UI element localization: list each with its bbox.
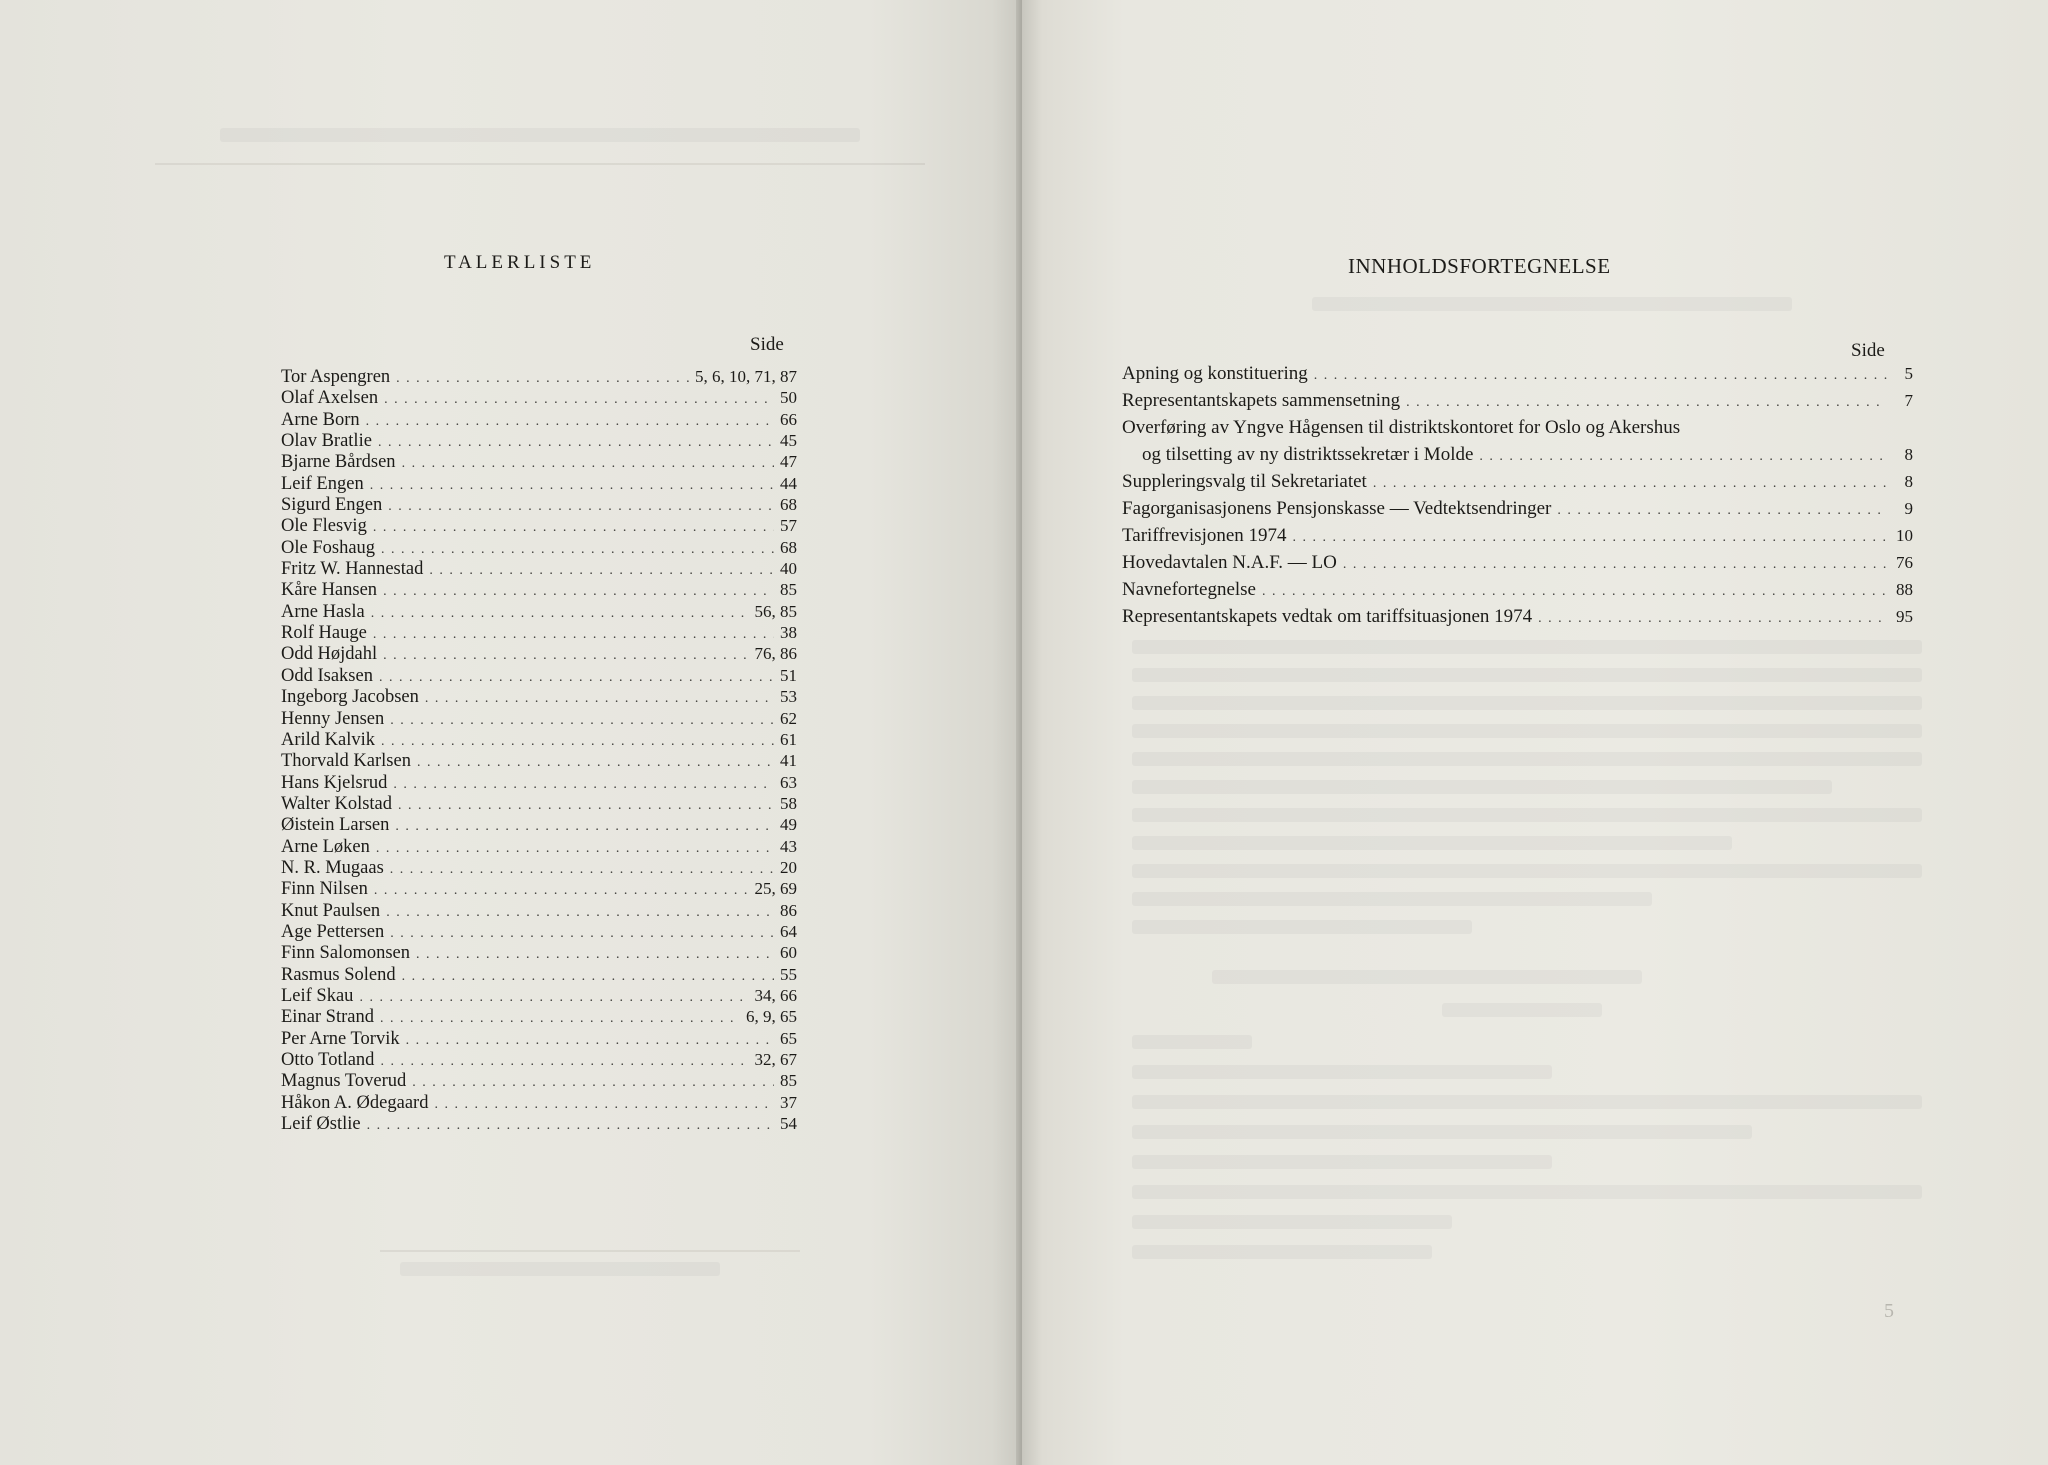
dot-leader <box>390 710 774 731</box>
dot-leader <box>383 581 774 602</box>
side-column-header: Side <box>1851 340 1885 361</box>
speaker-name: Kåre Hansen <box>281 580 378 601</box>
bleed-through-text <box>1132 920 1472 934</box>
speaker-row <box>281 900 797 921</box>
bleed-through-text <box>1212 970 1642 984</box>
bleed-through-text <box>1132 752 1922 766</box>
bleed-through-text <box>1132 724 1922 738</box>
bleed-through-text <box>1132 1245 1432 1259</box>
left-page <box>0 0 1022 1465</box>
dot-leader <box>395 816 774 837</box>
toc-entry-title: Hovedavtalen N.A.F. — LO <box>1122 552 1337 573</box>
speaker-name: Rolf Hauge <box>281 623 367 644</box>
bleed-through-text <box>1442 1003 1602 1017</box>
speaker-row <box>281 750 797 771</box>
speaker-pages: 38 <box>780 623 797 643</box>
speaker-row <box>281 622 797 643</box>
dot-leader <box>1373 470 1887 491</box>
dot-leader <box>416 944 774 965</box>
speaker-name: Hans Kjelsrud <box>281 772 388 793</box>
dot-leader <box>384 389 774 410</box>
bleed-through-text <box>1132 640 1922 654</box>
speaker-row <box>281 985 797 1006</box>
speaker-pages: 25, 69 <box>754 879 797 899</box>
speaker-name: Odd Isaksen <box>281 665 373 686</box>
page-number: 5 <box>1884 1300 1894 1322</box>
bleed-through-text <box>1132 1215 1452 1229</box>
dot-leader <box>434 1094 774 1115</box>
speaker-row <box>281 814 797 835</box>
speaker-row <box>281 1006 797 1027</box>
toc-entry-title: Fagorganisasjonens Pensjonskasse — Vedtektsendringer <box>1122 498 1552 519</box>
dot-leader <box>1538 605 1887 626</box>
bleed-through-text <box>1132 836 1732 850</box>
dot-leader <box>379 667 774 688</box>
speaker-pages: 49 <box>780 815 797 835</box>
speaker-name: Rasmus Solend <box>281 964 396 985</box>
speaker-name: Ole Flesvig <box>281 516 367 537</box>
toc-entry <box>1122 360 1913 387</box>
toc-entry-title: Navnefortegnelse <box>1122 579 1256 600</box>
speaker-name: Per Arne Torvik <box>281 1028 400 1049</box>
speaker-name: Leif Engen <box>281 473 364 494</box>
dot-leader <box>367 1115 774 1136</box>
speaker-name: Finn Nilsen <box>281 879 368 900</box>
speaker-pages: 34, 66 <box>754 985 797 1005</box>
speaker-pages: 51 <box>780 665 797 685</box>
bleed-through-text <box>400 1262 720 1276</box>
speaker-row <box>281 537 797 558</box>
bleed-through-text <box>1312 297 1792 311</box>
speaker-pages: 64 <box>780 921 797 941</box>
dot-leader <box>366 411 774 432</box>
dot-leader <box>371 603 749 624</box>
dot-leader <box>381 731 774 752</box>
speaker-name: Olaf Axelsen <box>281 388 379 409</box>
speaker-row <box>281 1070 797 1091</box>
toc-entry-continuation: og tilsetting av ny distriktssekretær i Molde <box>1142 444 1474 465</box>
speaker-pages: 55 <box>780 964 797 984</box>
speaker-pages: 44 <box>780 473 797 493</box>
speaker-row <box>281 1092 797 1113</box>
speaker-pages: 43 <box>780 836 797 856</box>
speaker-row <box>281 921 797 942</box>
dot-leader <box>390 859 774 880</box>
speaker-row <box>281 366 797 387</box>
speaker-pages: 86 <box>780 900 797 920</box>
right-page <box>1022 0 2048 1465</box>
speaker-row <box>281 665 797 686</box>
toc-entry <box>1122 414 1913 468</box>
speaker-pages: 20 <box>780 857 797 877</box>
dot-leader <box>1314 362 1887 383</box>
toc-entry <box>1122 522 1913 549</box>
speaker-pages: 45 <box>780 431 797 451</box>
dot-leader <box>1293 524 1887 545</box>
dot-leader <box>393 774 774 795</box>
bleed-through-text <box>1132 1155 1552 1169</box>
speaker-row <box>281 558 797 579</box>
speaker-pages: 37 <box>780 1092 797 1112</box>
dot-leader <box>380 1051 748 1072</box>
speaker-name: Tor Aspengren <box>281 367 391 387</box>
speaker-name: Fritz W. Hannestad <box>281 559 424 580</box>
speaker-row <box>281 579 797 600</box>
speaker-name: Bjarne Bårdsen <box>281 452 396 473</box>
speaker-pages: 66 <box>780 409 797 429</box>
toc-entry-page: 95 <box>1896 607 1913 626</box>
speaker-name: Age Pettersen <box>281 921 385 942</box>
speaker-name: Thorvald Karlsen <box>281 751 411 772</box>
dot-leader <box>386 902 774 923</box>
speaker-row <box>281 601 797 622</box>
speaker-pages: 61 <box>780 729 797 749</box>
dot-leader <box>370 475 774 496</box>
speaker-row <box>281 515 797 536</box>
speaker-name: Finn Salomonsen <box>281 943 410 964</box>
bleed-through-text <box>220 128 860 142</box>
bleed-through-text <box>1132 808 1922 822</box>
speaker-pages: 5, 6, 10, 71, 87 <box>695 367 797 386</box>
dot-leader <box>1557 497 1887 518</box>
bleed-through-text <box>1132 780 1832 794</box>
speaker-pages: 53 <box>780 687 797 707</box>
speaker-row <box>281 409 797 430</box>
speaker-row <box>281 793 797 814</box>
speaker-row <box>281 964 797 985</box>
bleed-through-text <box>1132 1095 1922 1109</box>
bleed-through-text <box>1132 1185 1922 1199</box>
dot-leader <box>388 496 774 517</box>
dot-leader <box>1406 389 1887 410</box>
speaker-pages: 68 <box>780 495 797 515</box>
dot-leader <box>1262 578 1887 599</box>
toc-entry <box>1122 576 1913 603</box>
toc-entry <box>1122 603 1913 630</box>
speaker-row <box>281 836 797 857</box>
speaker-name: Otto Totland <box>281 1050 375 1070</box>
speaker-row <box>281 857 797 878</box>
dot-leader <box>380 1008 740 1029</box>
speaker-row <box>281 1049 797 1070</box>
dot-leader <box>373 517 774 538</box>
speaker-row <box>281 494 797 515</box>
dot-leader <box>381 539 774 560</box>
toc-entry-page: 8 <box>1904 472 1913 491</box>
speaker-row <box>281 643 797 664</box>
speaker-name: Magnus Toverud <box>281 1071 407 1092</box>
speaker-pages: 62 <box>780 708 797 728</box>
toc-entry-title: Overføring av Yngve Hågensen til distriktskontoret for Oslo og Akershus <box>1122 417 1681 438</box>
speaker-pages: 50 <box>780 388 797 408</box>
dot-leader <box>402 966 774 987</box>
speaker-name: Håkon A. Ødegaard <box>281 1092 429 1113</box>
speaker-row <box>281 1028 797 1049</box>
speaker-name: Ingeborg Jacobsen <box>281 687 419 708</box>
speaker-row <box>281 686 797 707</box>
speaker-row <box>281 942 797 963</box>
bleed-through-text <box>1132 892 1652 906</box>
bleed-through-text <box>1132 1035 1252 1049</box>
dot-leader <box>1343 551 1887 572</box>
speaker-name: N. R. Mugaas <box>281 857 384 878</box>
speaker-name: Sigurd Engen <box>281 495 383 516</box>
speaker-name: Leif Skau <box>281 985 354 1006</box>
bleed-through-text <box>1132 696 1922 710</box>
speaker-pages: 68 <box>780 537 797 557</box>
speaker-pages: 85 <box>780 580 797 600</box>
dot-leader <box>383 645 748 666</box>
toc-entry-page: 10 <box>1896 526 1913 545</box>
speaker-pages: 58 <box>780 793 797 813</box>
toc-entry <box>1122 468 1913 495</box>
speaker-row <box>281 451 797 472</box>
speaker-pages: 32, 67 <box>754 1050 797 1069</box>
speaker-name: Olav Bratlie <box>281 431 372 452</box>
toc-entry-title: Tariffrevisjonen 1974 <box>1122 525 1287 546</box>
dot-leader <box>429 560 774 581</box>
bleed-through-text <box>1132 1065 1552 1079</box>
page-title: INNHOLDSFORTEGNELSE <box>1348 254 1611 278</box>
speaker-row <box>281 1113 797 1134</box>
speaker-name: Einar Strand <box>281 1007 374 1028</box>
speaker-pages: 76, 86 <box>754 644 797 664</box>
speaker-row <box>281 708 797 729</box>
toc-entry-page: 88 <box>1896 580 1913 599</box>
speaker-name: Odd Højdahl <box>281 644 378 665</box>
toc-entry-title: Representantskapets vedtak om tariffsituasjonen 1974 <box>1122 606 1533 627</box>
dot-leader <box>402 453 774 474</box>
speaker-row <box>281 473 797 494</box>
table-of-contents <box>1122 360 1913 630</box>
speaker-pages: 56, 85 <box>754 601 797 621</box>
dot-leader <box>396 368 689 389</box>
speaker-name: Henny Jensen <box>281 708 385 729</box>
toc-entry-title: Apning og konstituering <box>1122 363 1308 384</box>
toc-entry-title: Suppleringsvalg til Sekretariatet <box>1122 471 1367 492</box>
toc-entry <box>1122 495 1913 522</box>
speaker-pages: 85 <box>780 1071 797 1091</box>
dot-leader <box>412 1072 774 1093</box>
toc-entry-page: 76 <box>1896 553 1913 572</box>
dot-leader <box>376 838 774 859</box>
speaker-row <box>281 387 797 408</box>
bleed-through-text <box>1132 1125 1752 1139</box>
toc-entry-page: 9 <box>1904 499 1913 518</box>
side-column-header: Side <box>750 334 784 355</box>
speaker-pages: 57 <box>780 516 797 536</box>
speaker-pages: 63 <box>780 772 797 792</box>
speaker-name: Knut Paulsen <box>281 900 381 921</box>
speaker-pages: 65 <box>780 1028 797 1048</box>
dot-leader <box>390 923 774 944</box>
speaker-pages: 6, 9, 65 <box>746 1007 797 1027</box>
speaker-name: Leif Østlie <box>281 1114 361 1135</box>
speaker-name: Walter Kolstad <box>281 793 393 814</box>
page-title: TALERLISTE <box>444 252 596 273</box>
toc-entry-page: 5 <box>1904 364 1913 383</box>
bleed-through-rule <box>155 163 925 165</box>
toc-entry <box>1122 549 1913 576</box>
speaker-pages: 40 <box>780 559 797 579</box>
dot-leader <box>406 1030 774 1051</box>
speaker-pages: 47 <box>780 452 797 472</box>
speaker-row <box>281 729 797 750</box>
dot-leader <box>359 987 748 1008</box>
dot-leader <box>425 688 774 709</box>
speaker-name: Arne Løken <box>281 836 370 857</box>
dot-leader <box>373 624 774 645</box>
speaker-name: Arne Hasla <box>281 601 365 622</box>
speaker-name: Øistein Larsen <box>281 815 390 836</box>
speaker-pages: 54 <box>780 1114 797 1134</box>
toc-entry-page: 8 <box>1904 445 1913 464</box>
toc-entry-continuation-line <box>1122 441 1913 468</box>
speaker-row <box>281 878 797 899</box>
speaker-row <box>281 772 797 793</box>
toc-entry <box>1122 387 1913 414</box>
dot-leader <box>1479 443 1887 464</box>
toc-entry-page: 7 <box>1904 391 1913 410</box>
speaker-list <box>281 366 797 1134</box>
bleed-through-text <box>1132 864 1922 878</box>
bleed-through-rule <box>380 1250 800 1252</box>
dot-leader <box>398 795 774 816</box>
speaker-name: Arne Born <box>281 409 360 430</box>
dot-leader <box>374 880 749 901</box>
speaker-pages: 41 <box>780 751 797 771</box>
dot-leader <box>417 752 774 773</box>
speaker-name: Arild Kalvik <box>281 729 376 750</box>
bleed-through-text <box>1132 668 1922 682</box>
toc-entry-title: Representantskapets sammensetning <box>1122 390 1401 411</box>
dot-leader <box>378 432 774 453</box>
speaker-row <box>281 430 797 451</box>
speaker-pages: 60 <box>780 943 797 963</box>
speaker-name: Ole Foshaug <box>281 537 376 558</box>
